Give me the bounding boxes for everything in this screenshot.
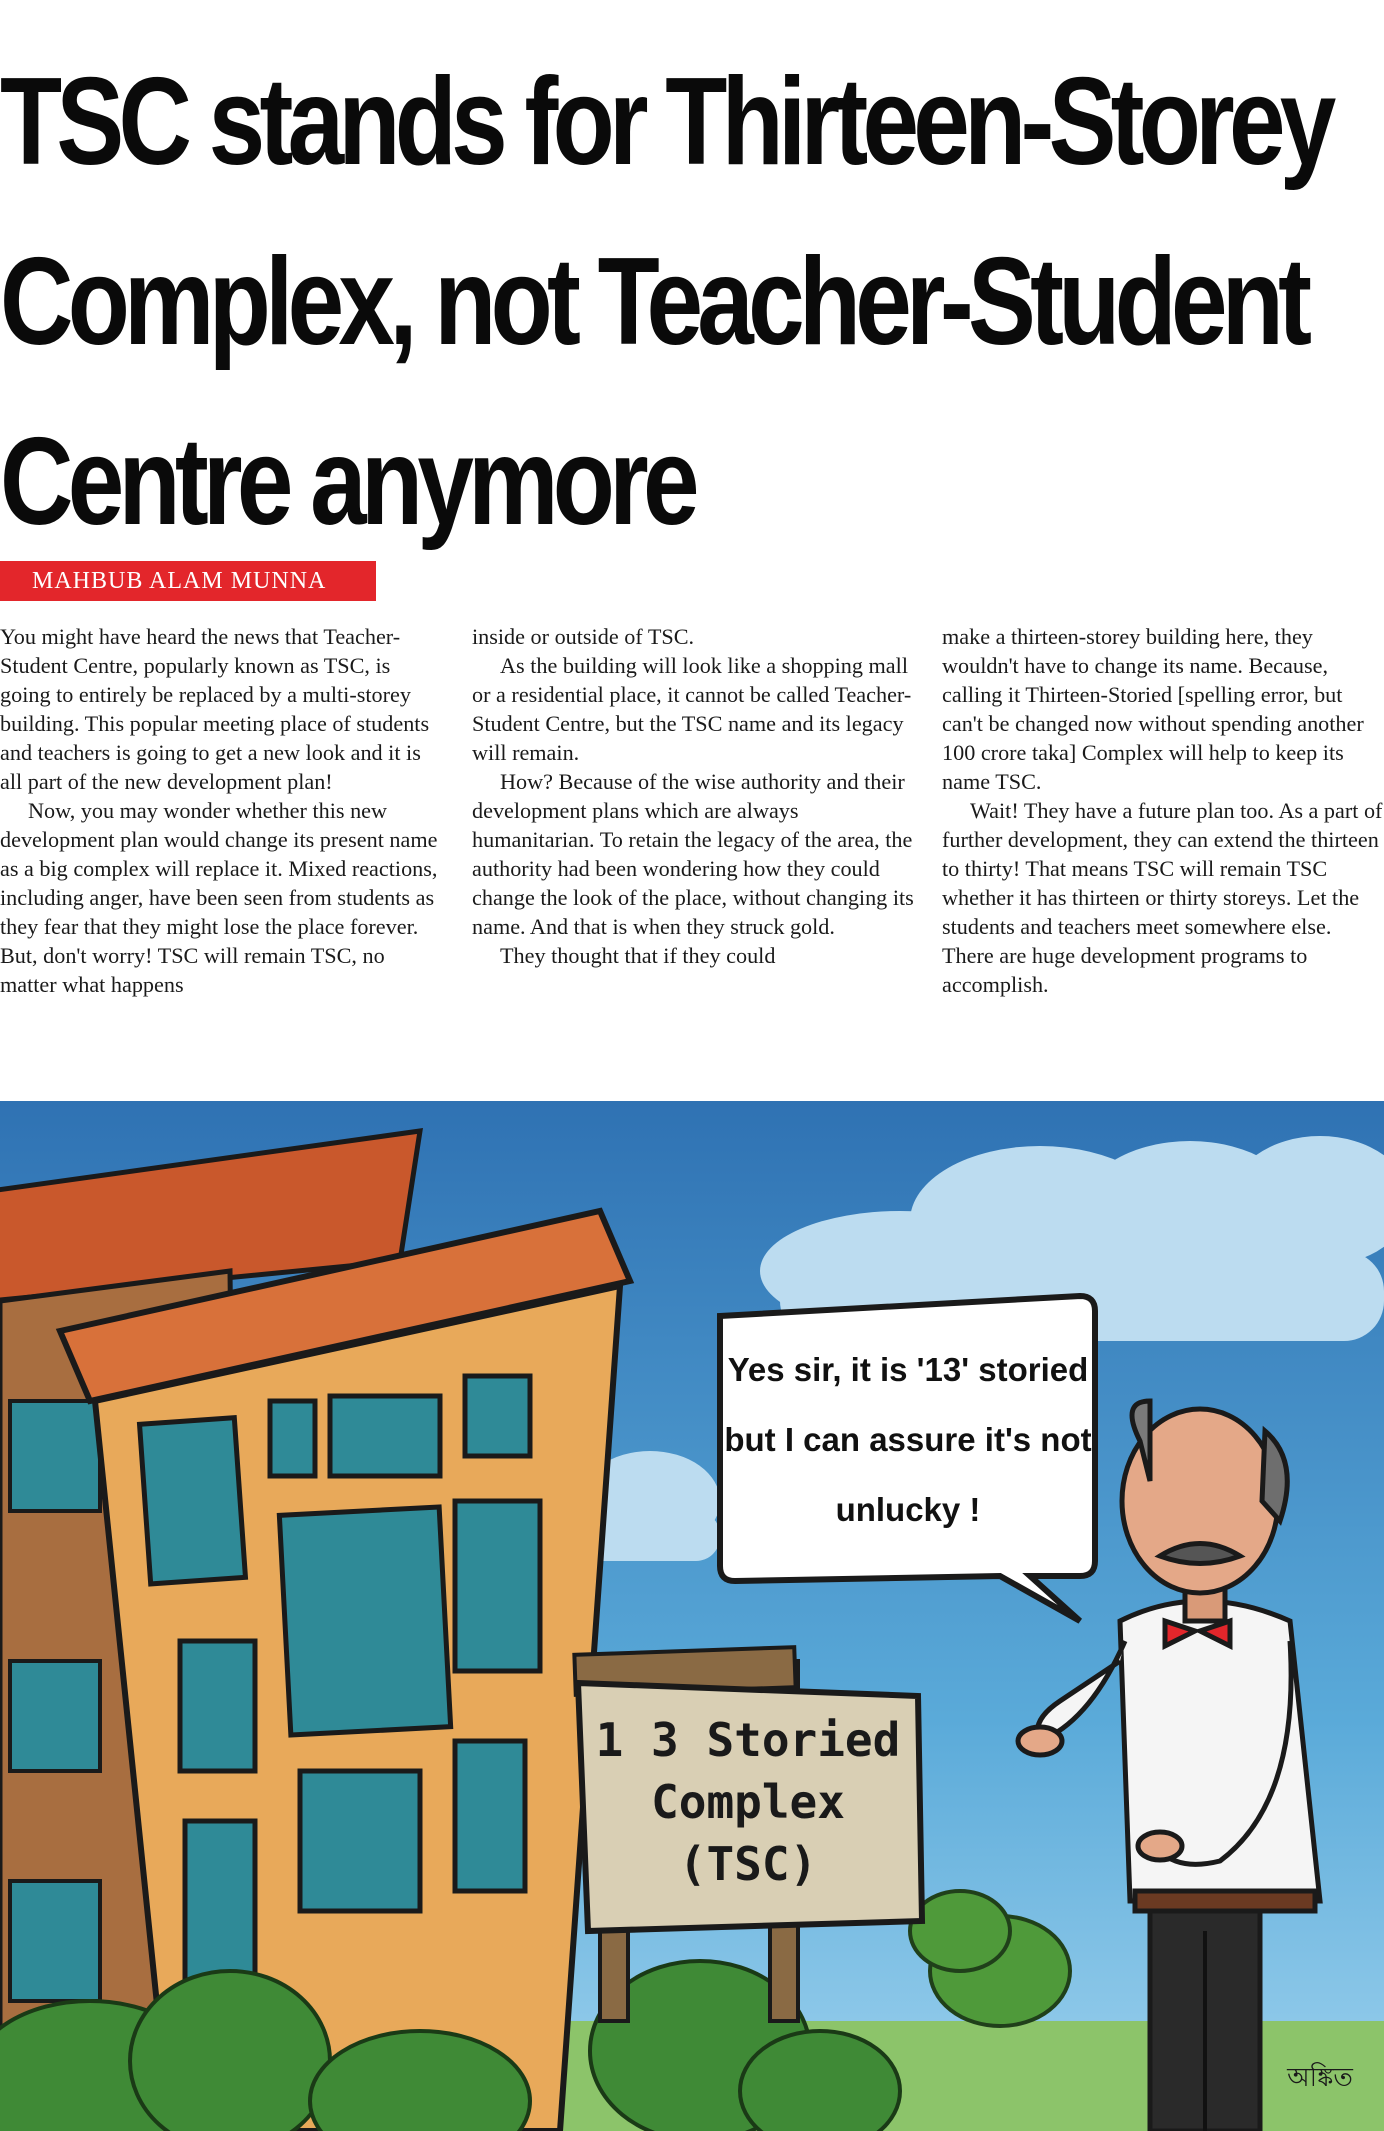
speech-line-3: unlucky ! xyxy=(835,1491,981,1528)
sign-line-3: (TSC) xyxy=(678,1837,818,1891)
article-paragraph: Wait! They have a future plan too. As a part of further development, they can extend the thirteen to thirty! That means TSC will remain TSC whether it has thirteen or thirty storeys. Let the students and teachers meet somewhere else. There are huge development programs to accomplish. xyxy=(942,798,1383,997)
sign-line-1: 1 3 Storied xyxy=(595,1713,901,1767)
article-paragraph: As the building will look like a shopping mall or a residential place, it cannot be called Teacher-Student Centre, but the TSC name and its legacy will remain. xyxy=(472,653,912,765)
headline: TSC stands for Thirteen-Storey Complex, not Teacher-Student Centre anymore xyxy=(0,53,1331,551)
speech-line-1: Yes sir, it is '13' storied xyxy=(727,1351,1089,1388)
artist-signature: অঙ্কিত xyxy=(1287,2063,1353,2093)
byline: MAHBUB ALAM MUNNA xyxy=(0,561,376,601)
article-paragraph: inside or outside of TSC. xyxy=(472,624,695,649)
article-column-2 xyxy=(472,622,918,970)
sign-line-2: Complex xyxy=(651,1775,845,1829)
article-column-3 xyxy=(942,622,1384,999)
speech-line-2: but I can assure it's not xyxy=(724,1421,1092,1458)
article-paragraph: Now, you may wonder whether this new development plan would change its present name as a big complex will replace it. Mixed reactions, including anger, have been seen from students as they fear that they might lose the place forever. But, don't worry! TSC will remain TSC, no matter what happens xyxy=(0,798,438,997)
article-paragraph: make a thirteen-storey building here, they wouldn't have to change its name. Because, calling it Thirteen-Storied [spelling error, but can't be changed now without spending another 100 crore taka] Complex will help to keep its name TSC. xyxy=(942,624,1364,794)
article-paragraph: How? Because of the wise authority and their development plans which are always humanitarian. To retain the legacy of the area, the authority had been wondering how they could change the look of the place, without changing its name. And that is when they struck gold. xyxy=(472,769,914,939)
speech-bubble xyxy=(720,1296,1095,1621)
article-paragraph: They thought that if they could xyxy=(500,943,776,968)
article-paragraph: You might have heard the news that Teacher-Student Centre, popularly known as TSC, is going to entirely be replaced by a multi-storey building. This popular meeting place of students and teachers is going to get a new look and it is all part of the new development plan! xyxy=(0,624,430,794)
cartoon-svg xyxy=(0,1101,1384,2131)
article-column-1 xyxy=(0,622,446,999)
cartoon-illustration xyxy=(0,1101,1384,2131)
sign-board xyxy=(578,1683,922,1931)
